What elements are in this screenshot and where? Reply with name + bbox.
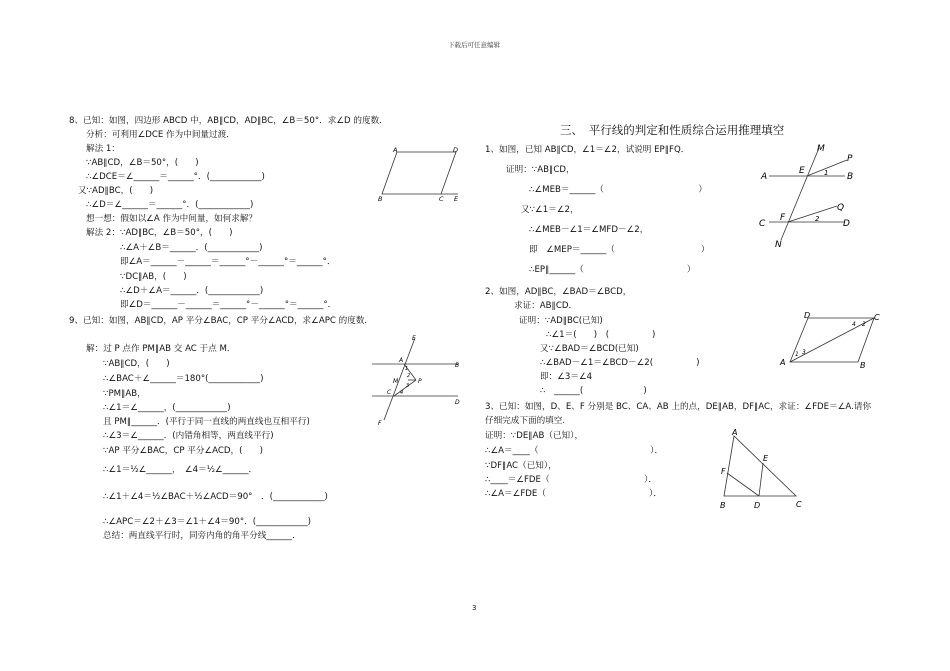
figure-q8-parallelogram [380,148,460,202]
figure-label: A [780,358,786,367]
fig8-label-a: A [393,146,398,154]
figure-label: C [796,500,802,509]
r-q2-line-0: 2、如图，AD∥BC，∠BAD＝∠BCD， [485,287,632,297]
figure-label: 1 [795,351,799,358]
figure-label: F [378,420,382,427]
figure-label: 3 [406,383,410,389]
figure-label: E [799,166,805,176]
q9-line-11: ∴∠APC＝∠2＋∠3＝∠1＋∠4＝90°．(____________) [103,517,311,527]
q8-line-1: 分析：可利用∠DCE 作为中间量过渡． [86,130,235,140]
r-q3-line-4: ∵DF∥AC（已知）， [485,461,557,471]
q8-line-2: 解法 1： [86,144,120,154]
figure-label: D [804,311,811,320]
q8-line-3: ∵AB∥CD，∠B＝50°，( ) [86,158,199,168]
figure-r-q2 [778,310,888,370]
q9-line-10: ∴∠1＋∠4＝½∠BAC＋½∠ACD＝90° ．(____________) [103,492,328,502]
figure-label: 2 [862,321,866,328]
q9-line-0: 9、已知：如图，AB∥CD，AP 平分∠BAC，CP 平分∠ACD，求∠APC 的度数． [69,316,374,326]
figure-label: N [775,240,782,250]
section-title: 三、 平行线的判定和性质综合运用推理填空 [560,123,785,137]
fig8-label-e: E [454,195,459,203]
figure-label: B [847,172,854,182]
figure-label: D [843,219,850,229]
figure-label: 4 [400,390,404,396]
figure-label: A [399,357,404,364]
figure-label: C [759,219,766,229]
figure-label: E [412,335,416,342]
q9-line-12: 总结：两直线平行时，同旁内角的角平分线______． [103,531,301,541]
q8-line-11: ∵DC∥AB，( ) [120,272,187,282]
q9-line-6: 且 PM∥______．(平行于同一直线的两直线也互相平行) [103,417,310,427]
q9-line-2: ∵AB∥CD，( ) [103,359,170,369]
q8-line-6: ∴∠D＝∠______＝______°．(____________) [86,200,254,210]
q9-line-1: 解：过 P 点作 PM∥AB 交 AC 于点 M． [86,344,236,354]
r-q1-line-6: ∴EP∥______（ ） [529,265,696,275]
r-q2-line-5: ∴∠BAD－∠1＝∠BCD－∠2( ) [540,358,700,368]
figure-r-q3 [718,428,808,512]
figure-label: 1 [824,169,829,177]
r-q2-line-4: 又∵∠BAD＝∠BCD(已知) [540,344,639,354]
figure-label: 1 [405,366,409,372]
r-q3-line-5: ∴____＝∠FDE（ ）． [485,475,657,485]
r-q2-line-6: 即：∠3＝∠4 [540,372,593,382]
r-q1-line-0: 1、如图，已知 AB∥CD，∠1＝∠2，试说明 EP∥FQ． [485,145,690,155]
q8-line-9: ∴∠A＋∠B＝______．(____________) [120,243,263,253]
page-header: 下载后可任意编辑 [448,41,500,49]
q9-line-8: ∵AP 平分∠BAC，CP 平分∠ACD，( ) [103,446,264,456]
r-q3-line-3: ∴∠A＝____（ ）． [485,446,664,456]
figure-label: D [754,501,761,510]
q8-line-10: 即∠A＝______－______＝______°－______°＝______°． [120,257,336,267]
figure-label: M [817,144,825,154]
figure-label: A [732,428,738,437]
r-q1-line-5: 即 ∠MEP＝______（ ） [529,245,710,255]
figure-label: 3 [802,349,806,356]
q8-line-12: ∴∠D＋∠A＝______．(____________) [120,286,264,296]
q8-line-4: ∴∠DCE＝∠______＝______°．(____________) [86,172,265,182]
r-q3-line-6: ∴∠A＝∠FDE（ ）． [485,489,662,499]
q9-line-9: ∴∠1＝½∠______， ∠4＝½∠______． [103,465,258,475]
figure-label: A [761,172,768,182]
figure-label: P [847,154,853,164]
figure-label: C [387,389,392,396]
q8-line-8: 解法 2：∵AD∥BC，∠B＝50°，( ) [86,228,233,238]
q8-line-7: 想一想：假如以∠A 作为中间量，如何求解？ [86,214,258,224]
q8-line-13: 即∠D＝______－______＝______°－______°＝______°． [120,300,337,310]
figure-label: 2 [815,215,820,223]
r-q1-line-4: ∴∠MEB－∠1＝∠MFD－∠2， [529,225,649,235]
figure-label: D [455,399,460,406]
figure-label: B [455,362,460,369]
figure-label: C [874,313,880,322]
figure-label: F [721,467,726,476]
r-q2-line-1: 求证：AB∥CD． [514,301,578,311]
q9-line-4: ∵PM∥AB， [103,389,146,399]
q8-line-0: 8、已知：如图，四边形 ABCD 中，AB∥CD，AD∥BC，∠B＝50°．求∠D 的度数． [69,116,388,126]
figure-r-q1 [755,140,855,250]
r-q3-line-1: 仔细完成下面的填空. [485,416,566,426]
q9-line-5: ∴∠1＝∠______，(____________) [103,403,231,413]
r-q1-line-1: 证明：∵AB∥CD， [506,165,575,175]
r-q3-line-2: 证明：∵DE∥AB（已知）， [485,431,584,441]
figure-q9 [370,334,462,426]
page-number: 3 [472,604,477,612]
q8-line-5: 又∵AD∥BC，( ) [78,186,154,196]
figure-label: E [763,454,769,463]
q9-line-7: ∴∠3＝∠______．(内错角相等，两直线平行) [103,431,274,441]
figure-label: B [860,361,866,370]
r-q2-line-3: ∴∠1＝( ) ( ) [546,330,656,340]
figure-label: 2 [407,373,411,379]
figure-label: Q [837,203,845,213]
figure-label: P [418,378,422,385]
figure-label: B [720,501,726,510]
fig8-label-d: D [453,146,459,154]
figure-label: F [780,213,786,223]
r-q2-line-2: 证明：∵AD∥BC(已知) [519,316,603,326]
r-q3-line-0: 3、已知：如图，D、E、F 分别是 BC、CA、AB 上的点，DE∥AB，DF∥AC，求证：∠FDE＝∠A.请你 [485,402,872,412]
figure-label: 4 [852,321,856,328]
figure-label: M [393,378,399,385]
r-q2-line-7: ∴ ______( ) [540,386,647,396]
fig8-label-b: B [378,195,383,203]
fig8-label-c: C [439,195,444,203]
r-q1-line-3: 又∵∠1＝∠2， [521,205,579,215]
r-q1-line-2: ∴∠MEB＝______（ ） [529,185,708,195]
q9-line-3: ∴∠BAC＋∠______＝180°(____________) [103,374,264,384]
